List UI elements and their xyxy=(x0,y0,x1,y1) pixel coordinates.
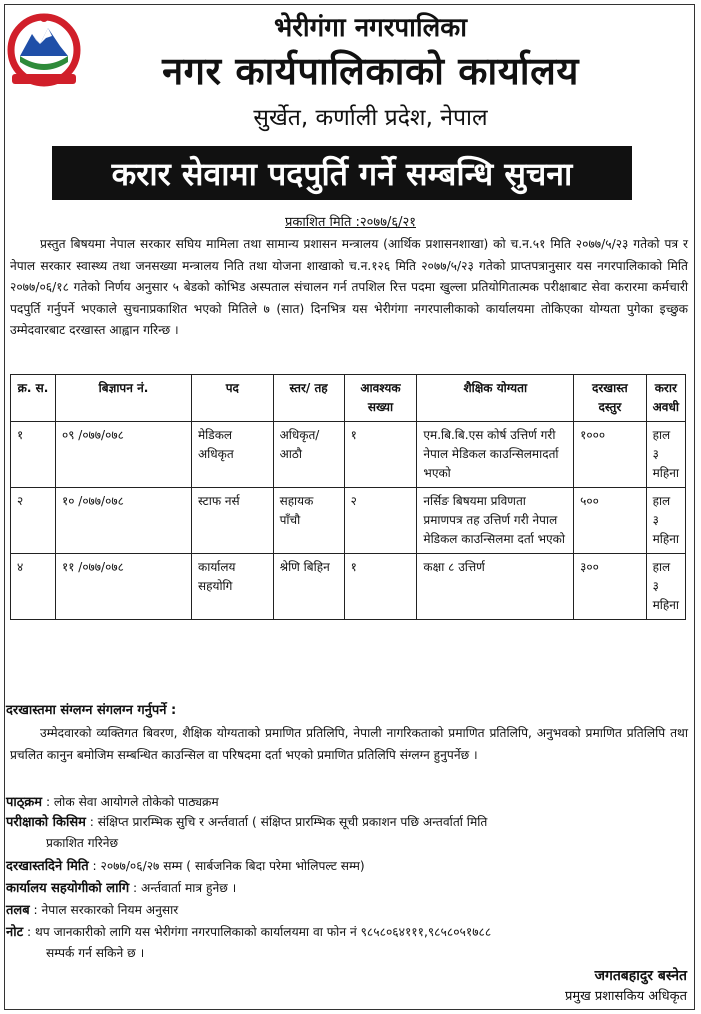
col-header-fee: दरखास्त दस्तुर xyxy=(574,375,646,422)
cell-level: अधिकृत/ आठौ xyxy=(273,422,344,488)
syllabus-text: : लोक सेवा आयोगले तोकेको पाठ्यक्रम xyxy=(45,795,219,809)
deadline-text: : २०७७/०६/२७ सम्म ( सार्बजनिक बिदा परेमा भोलिपल्ट सम्म) xyxy=(92,859,365,873)
table-row xyxy=(11,554,686,620)
cell-required: १ xyxy=(344,422,417,488)
cell-fee: ३०० xyxy=(574,554,646,620)
signer-name: जगतबहादुर बस्नेत xyxy=(594,968,687,984)
cell-adv-no: १० /०७७/०७८ xyxy=(55,488,191,554)
cell-level: सहायक पाँचौ xyxy=(273,488,344,554)
col-header-level: स्तर/ तह xyxy=(273,375,344,422)
cell-qualification: एम.बि.बि.एस कोर्ष उत्तिर्ण गरी नेपाल मेडिकल काउन्सिलमादर्ता भएको xyxy=(417,422,574,488)
documents-heading: दरखास्तमा संग्लग्न संगलग्न गर्नुपर्ने : xyxy=(6,703,177,718)
exam-type-label: परीक्षाको किसिम xyxy=(6,815,86,830)
note-label: नोट xyxy=(6,925,24,940)
deadline-label: दरखास्तदिने मिति xyxy=(6,859,89,874)
syllabus-line xyxy=(6,792,690,813)
cell-adv-no: ११ /०७७/०७८ xyxy=(55,554,191,620)
exam-type-text-cont: प्रकाशित गरिनेछ xyxy=(46,836,119,850)
note-line xyxy=(6,922,690,963)
cell-adv-no: ०९ /०७७/०७८ xyxy=(55,422,191,488)
notice-title-banner xyxy=(52,146,632,200)
cell-post: स्टाफ नर्स xyxy=(192,488,274,554)
cell-required: २ xyxy=(344,488,417,554)
office-assistant-line xyxy=(6,878,690,899)
table-row xyxy=(11,422,686,488)
exam-type-text: : संक्षिप्त प्रारम्भिक सुचि र अर्न्तवार्ता ( संक्षिप्त प्रारम्भिक सूची प्रकाशन पछि अन्तर्वार्ता मिति xyxy=(89,815,488,829)
office-assistant-label: कार्यालय सहयोगीको लागि xyxy=(6,881,130,896)
salary-line xyxy=(6,900,690,921)
vacancy-table xyxy=(10,374,686,620)
cell-sn: १ xyxy=(11,422,56,488)
municipality-name: भेरीगंगा नगरपालिका xyxy=(274,13,467,43)
cell-fee: १००० xyxy=(574,422,646,488)
col-header-qualification: शैक्षिक योग्यता xyxy=(417,375,574,422)
col-header-required: आवश्यक सख्या xyxy=(344,375,417,422)
col-header-adv-no: बिज्ञापन नं. xyxy=(55,375,191,422)
exam-type-line xyxy=(6,812,690,853)
documents-text: उम्मेदवारको व्यक्तिगत बिवरण, शैक्षिक योग्यताको प्रमाणित प्रतिलिपि, नेपाली नागरिकताको प्रमाणित प्रतिलिपि, अनुभवको प्रमाणित प्रतिलिपि तथा प्रचलित कानुन बमोजिम सम्बन्धित काउन्सिल वा परिषदमा दर्ता भएको प्रमाणित प्रतिलिपि संग्लग्न हुनुपर्नेछ । xyxy=(10,726,688,762)
col-header-sn: क्र. स. xyxy=(11,375,56,422)
cell-fee: ५०० xyxy=(574,488,646,554)
office-title: नगर कार्यपालिकाको कार्यालय xyxy=(162,49,579,93)
table-row xyxy=(11,488,686,554)
cell-qualification: नर्सिङ बिषयमा प्रविणता प्रमाणपत्र तह उत्तिर्ण गरी नेपाल मेडिकल काउन्सिलमा दर्ता भएको xyxy=(417,488,574,554)
office-assistant-text: : अर्न्तवार्ता मात्र हुनेछ । xyxy=(133,881,237,895)
note-text-cont: सम्पर्क गर्न सकिने छ । xyxy=(46,946,145,960)
cell-duration: हाल ३ महिना xyxy=(646,422,685,488)
table-header-row xyxy=(11,375,686,422)
cell-post: कार्यालय सहयोगि xyxy=(192,554,274,620)
signer-designation: प्रमुख प्रशासकिय अधिकृत xyxy=(564,989,687,1004)
cell-sn: ४ xyxy=(11,554,56,620)
cell-required: १ xyxy=(344,554,417,620)
cell-post: मेडिकल अधिकृत xyxy=(192,422,274,488)
deadline-line xyxy=(6,856,690,877)
cell-level: श्रेणि बिहिन xyxy=(273,554,344,620)
cell-duration: हाल ३ महिना xyxy=(646,488,685,554)
cell-duration: हाल ३ महिना xyxy=(646,554,685,620)
intro-paragraph: प्रस्तुत बिषयमा नेपाल सरकार सघिय मामिला तथा सामान्य प्रशासन मन्त्रालय (आर्थिक प्रशासनशाखा) को च.न.५१ मिति २०७७/५/२३ गतेको पत्र र नेपाल सरकार स्वास्थ्य तथा जनसख्या मन्त्रालय निति तथा योजना शाखाको च.न.१२६ मिति २०७७/५/२३ गतेको प्राप्तपत्रानुसार यस नगरपालिकाको मिति २०७७/०६/१८ गतेको निर्णय अनुसार ५ बेडको कोभिड अस्पताल संचालन गर्न तपशिल रित्त पदमा खुल्ला प्रतियोगितात्मक परीक्षाबाट सेवा करारमा कर्मचारी पदपुर्ति गर्नुपर्ने भएकाले सुचनाप्रकाशित भएको मितिले ७ (सात) दिनभित्र यस भेरीगंगा नगरपालीकाको कार्यालयमा तोकिएका योग्यता पुगेका इच्छुक उम्मेदवारबाट दरखास्त आह्वान गरिन्छ । xyxy=(10,237,688,338)
notice-title: करार सेवामा पदपुर्ति गर्ने सम्बन्धि सुचना xyxy=(111,154,573,193)
published-date: प्रकाशित मिति :२०७७/६/२१ xyxy=(284,215,416,230)
col-header-post: पद xyxy=(192,375,274,422)
syllabus-label: पाठ्क्रम xyxy=(6,795,43,810)
cell-qualification: कक्षा ८ उत्तिर्ण xyxy=(417,554,574,620)
cell-sn: २ xyxy=(11,488,56,554)
note-text: : थप जानकारीको लागि यस भेरीगंगा नगरपालिकाको कार्यालयमा वा फोन नं ९८५८०६४१११,९८५८०५१७८८ xyxy=(27,925,492,939)
salary-label: तलब xyxy=(6,903,30,918)
salary-text: : नेपाल सरकारको नियम अनुसार xyxy=(33,903,179,917)
signature-block xyxy=(565,966,687,1007)
office-address: सुर्खेत, कर्णाली प्रदेश, नेपाल xyxy=(253,105,488,131)
col-header-duration: करार अवधी xyxy=(646,375,685,422)
